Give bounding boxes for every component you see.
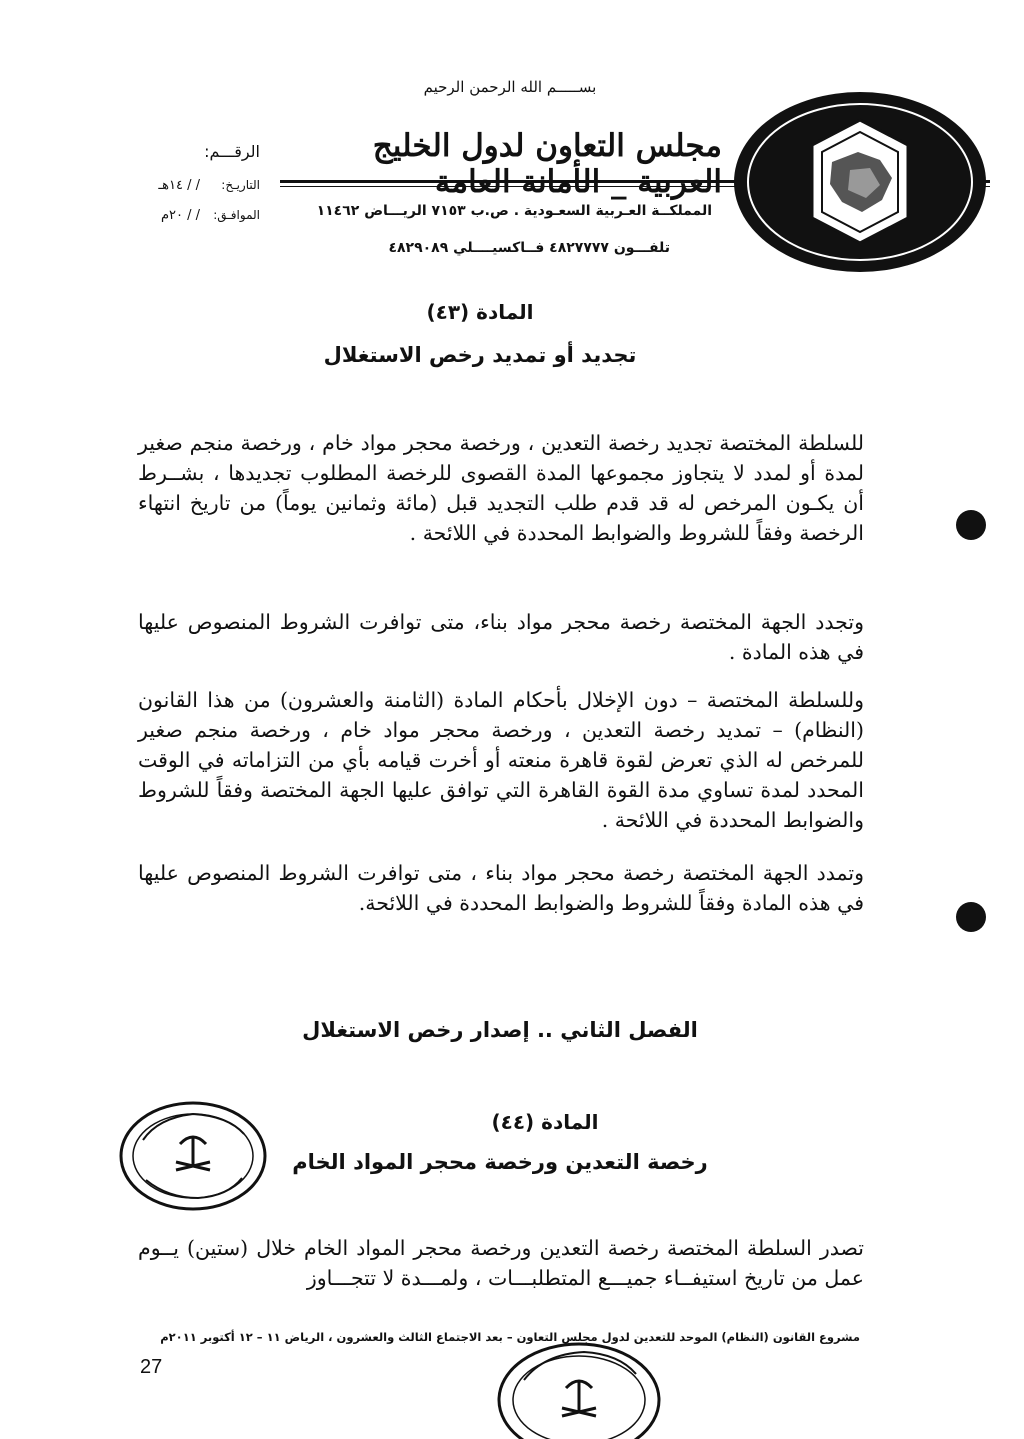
- ref-label: الرقـــم:: [204, 142, 260, 161]
- article-43-paragraph-3: وللسلطة المختصة – دون الإخلال بأحكام المادة (الثامنة والعشرون) من هذا القانون (النظام) – تمديد رخصة التعدين ، ورخصة محجر مواد خام ، ورخصة منجم صغير للمرخص له الذي تعرض لقوة قاهرة منعته أو أخرت قيامه بأي من التزاماته في الوقت المحدد لمدة تساوي مدة القوة القاهرة التي توافق عليها الجهة المختصة وفقاً للشروط والضوابط المحددة في اللائحة .: [138, 688, 864, 832]
- article-43-paragraph-4: وتمدد الجهة المختصة رخصة محجر مواد بناء ، متى توافرت الشروط المنصوص عليها في هذه المادة وفقاً للشروط والضوابط المحددة في اللائحة.: [138, 861, 864, 915]
- experts-commission-stamp-icon: [494, 1340, 664, 1439]
- organization-title: مجلس التعاون لدول الخليج: [372, 128, 722, 164]
- date-hijri-blank: / / ١٤هـ: [158, 178, 200, 193]
- page-number: 27: [140, 1356, 163, 1378]
- article-43-title: تجديد أو تمديد رخص الاستغلال: [323, 343, 637, 367]
- date-greg-blank: / / ٢٠م: [160, 208, 200, 223]
- phone-fax-line: تلفـــون ٤٨٢٧٧٧٧ فــاكسيــــلي ٤٨٢٩٠٨٩: [388, 240, 670, 256]
- gcc-logo-icon: [730, 90, 990, 275]
- footer-note: مشروع القانون (النظام) الموحد للتعدين لدول مجلس التعاون – بعد الاجتماع الثالث والعشرون ، الرياض ١١ – ١٢ أكتوبر ٢٠١١م: [160, 1330, 860, 1344]
- article-43-paragraph-2: وتجدد الجهة المختصة رخصة محجر مواد بناء، متى توافرت الشروط المنصوص عليها في هذه المادة .: [138, 610, 864, 664]
- corresponding-label: الموافـق:: [213, 208, 260, 222]
- punch-hole: [956, 510, 986, 540]
- bismillah: بســـــم الله الرحمن الرحيم: [423, 78, 597, 96]
- article-44-paragraph: تصدر السلطة المختصة رخصة التعدين ورخصة محجر المواد الخام خلال (ستين) يــوم عمل من تاريخ استيفــاء جميـــع المتطلبـــات ، ولمـــدة لا تتجـــاوز: [138, 1236, 864, 1290]
- address-line: المملكــة العـربية السعـودية . ص.ب ٧١٥٣ الريـــاض ١١٤٦٢: [316, 203, 712, 219]
- article-43-number: المادة (٤٣): [426, 300, 534, 324]
- cabinet-secretariat-stamp-icon: [118, 1100, 268, 1212]
- chapter-heading: الفصل الثاني .. إصدار رخص الاستغلال: [302, 1018, 698, 1042]
- article-44-number: المادة (٤٤): [491, 1110, 599, 1134]
- punch-hole: [956, 902, 986, 932]
- article-44-title: رخصة التعدين ورخصة محجر المواد الخام: [292, 1150, 708, 1174]
- article-43-paragraph-1: للسلطة المختصة تجديد رخصة التعدين ، ورخصة محجر مواد خام ، ورخصة منجم صغير لمدة أو لمدد لا يتجاوز مجموعها المدة القصوى للرخصة المطلوب تجديدها ، بشــرط أن يكـون المرخص له قد قدم طلب التجديد قبل (مائة وثمانين يوماً) من تاريخ انتهاء الرخصة وفقاً للشروط والضوابط المحددة في اللائحة .: [138, 431, 864, 545]
- date-label: التاريـخ:: [221, 178, 260, 192]
